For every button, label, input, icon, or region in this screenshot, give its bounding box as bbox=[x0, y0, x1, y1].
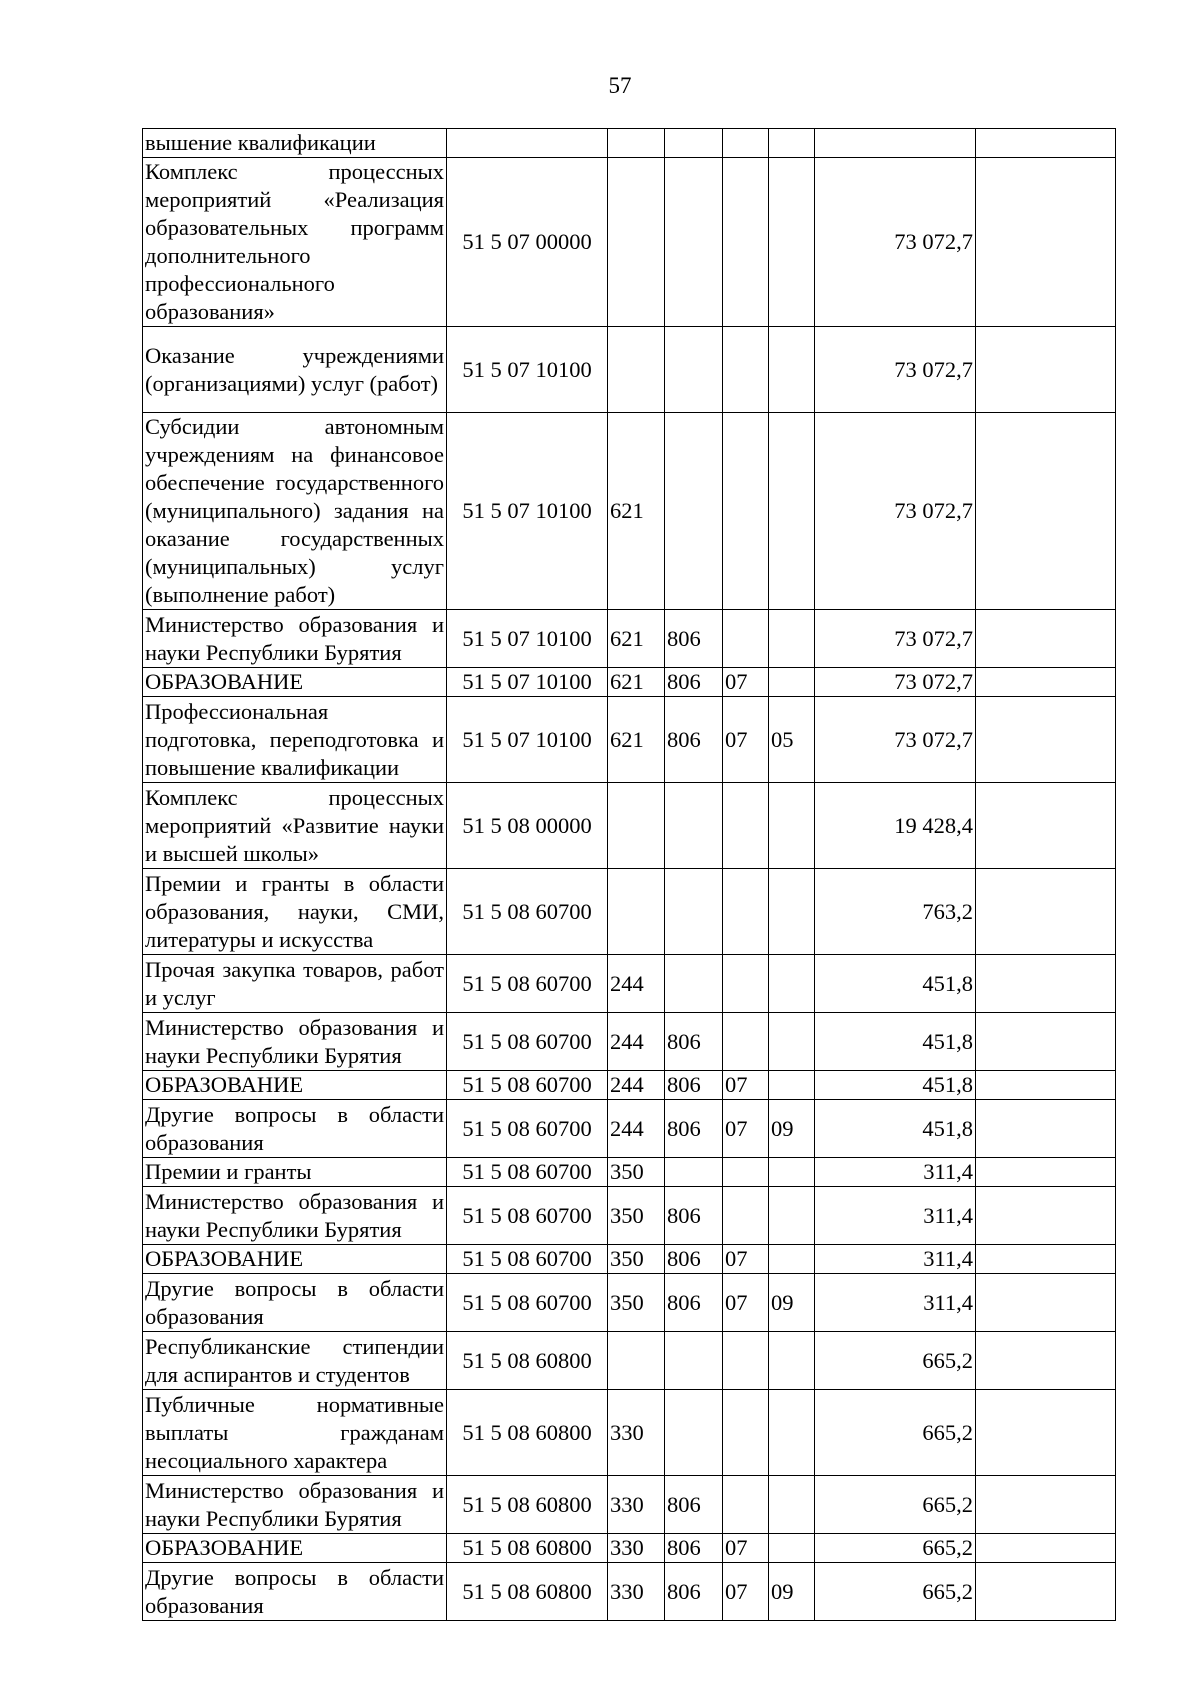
cell-section bbox=[723, 129, 769, 158]
cell-amount: 665,2 bbox=[815, 1563, 976, 1621]
cell-expense-type: 350 bbox=[608, 1187, 665, 1245]
cell-ministry-code bbox=[665, 1390, 723, 1476]
table-row bbox=[143, 869, 1116, 955]
cell-expense-type: 244 bbox=[608, 1071, 665, 1100]
table-row bbox=[143, 129, 1116, 158]
cell-section bbox=[723, 1013, 769, 1071]
cell-target-code: 51 5 08 60700 bbox=[447, 1100, 608, 1158]
cell-name: Министерство образования и науки Республики Бурятия bbox=[143, 610, 447, 668]
cell-target-code: 51 5 07 10100 bbox=[447, 610, 608, 668]
table-row bbox=[143, 158, 1116, 327]
cell-expense-type: 244 bbox=[608, 955, 665, 1013]
cell-name: Министерство образования и науки Республики Бурятия bbox=[143, 1187, 447, 1245]
cell-section bbox=[723, 1158, 769, 1187]
cell-empty bbox=[976, 610, 1116, 668]
cell-expense-type: 330 bbox=[608, 1390, 665, 1476]
cell-empty bbox=[976, 1187, 1116, 1245]
cell-ministry-code bbox=[665, 158, 723, 327]
cell-subsection bbox=[769, 1534, 815, 1563]
cell-section bbox=[723, 413, 769, 610]
table-row bbox=[143, 1390, 1116, 1476]
cell-ministry-code bbox=[665, 869, 723, 955]
cell-section: 07 bbox=[723, 668, 769, 697]
cell-ministry-code: 806 bbox=[665, 1013, 723, 1071]
cell-target-code: 51 5 08 60700 bbox=[447, 1187, 608, 1245]
cell-subsection bbox=[769, 955, 815, 1013]
cell-name: Другие вопросы в области образования bbox=[143, 1563, 447, 1621]
cell-expense-type: 330 bbox=[608, 1476, 665, 1534]
cell-ministry-code: 806 bbox=[665, 1071, 723, 1100]
page-number: 57 bbox=[608, 73, 632, 98]
cell-name: Республиканские стипендии для аспирантов и студентов bbox=[143, 1332, 447, 1390]
cell-target-code: 51 5 07 00000 bbox=[447, 158, 608, 327]
cell-subsection bbox=[769, 1187, 815, 1245]
cell-target-code: 51 5 08 60700 bbox=[447, 1071, 608, 1100]
cell-name: Оказание учреждениями (организациями) услуг (работ) bbox=[143, 327, 447, 413]
cell-section bbox=[723, 1476, 769, 1534]
cell-amount: 311,4 bbox=[815, 1158, 976, 1187]
cell-section bbox=[723, 869, 769, 955]
cell-name: Публичные нормативные выплаты гражданам несоциального характера bbox=[143, 1390, 447, 1476]
cell-subsection bbox=[769, 783, 815, 869]
table-row bbox=[143, 668, 1116, 697]
cell-amount: 311,4 bbox=[815, 1245, 976, 1274]
cell-expense-type: 621 bbox=[608, 610, 665, 668]
cell-name: ОБРАЗОВАНИЕ bbox=[143, 1245, 447, 1274]
cell-subsection bbox=[769, 413, 815, 610]
cell-name: Премии и гранты в области образования, науки, СМИ, литературы и искусства bbox=[143, 869, 447, 955]
table-row bbox=[143, 1100, 1116, 1158]
cell-amount: 73 072,7 bbox=[815, 668, 976, 697]
cell-target-code: 51 5 07 10100 bbox=[447, 668, 608, 697]
cell-expense-type: 330 bbox=[608, 1534, 665, 1563]
cell-name: Прочая закупка товаров, работ и услуг bbox=[143, 955, 447, 1013]
cell-empty bbox=[976, 1534, 1116, 1563]
cell-section: 07 bbox=[723, 1100, 769, 1158]
cell-name: вышение квалификации bbox=[143, 129, 447, 158]
cell-target-code: 51 5 08 60700 bbox=[447, 869, 608, 955]
cell-section: 07 bbox=[723, 1274, 769, 1332]
cell-amount: 665,2 bbox=[815, 1534, 976, 1563]
cell-section: 07 bbox=[723, 697, 769, 783]
cell-name: Другие вопросы в области образования bbox=[143, 1100, 447, 1158]
cell-section bbox=[723, 955, 769, 1013]
cell-subsection bbox=[769, 668, 815, 697]
cell-section bbox=[723, 610, 769, 668]
cell-section bbox=[723, 1332, 769, 1390]
cell-expense-type: 621 bbox=[608, 697, 665, 783]
table-row bbox=[143, 610, 1116, 668]
cell-empty bbox=[976, 1245, 1116, 1274]
cell-expense-type: 330 bbox=[608, 1563, 665, 1621]
cell-name: Субсидии автономным учреждениям на финансовое обеспечение государственного (муниципального) задания на оказание государственных (муниципальных) услуг (выполнение работ) bbox=[143, 413, 447, 610]
cell-amount: 665,2 bbox=[815, 1332, 976, 1390]
cell-subsection: 05 bbox=[769, 697, 815, 783]
table-row bbox=[143, 1158, 1116, 1187]
cell-target-code: 51 5 08 60800 bbox=[447, 1476, 608, 1534]
cell-subsection bbox=[769, 1071, 815, 1100]
cell-amount: 665,2 bbox=[815, 1476, 976, 1534]
cell-expense-type: 621 bbox=[608, 413, 665, 610]
cell-target-code: 51 5 07 10100 bbox=[447, 327, 608, 413]
table-row bbox=[143, 327, 1116, 413]
table-row bbox=[143, 413, 1116, 610]
cell-target-code: 51 5 08 60800 bbox=[447, 1390, 608, 1476]
cell-empty bbox=[976, 955, 1116, 1013]
cell-ministry-code: 806 bbox=[665, 1563, 723, 1621]
cell-target-code: 51 5 08 60700 bbox=[447, 1013, 608, 1071]
cell-section bbox=[723, 158, 769, 327]
cell-name: Министерство образования и науки Республики Бурятия bbox=[143, 1013, 447, 1071]
cell-ministry-code bbox=[665, 327, 723, 413]
cell-amount: 665,2 bbox=[815, 1390, 976, 1476]
cell-target-code: 51 5 07 10100 bbox=[447, 697, 608, 783]
cell-empty bbox=[976, 1071, 1116, 1100]
cell-target-code: 51 5 08 60700 bbox=[447, 1245, 608, 1274]
cell-name: Премии и гранты bbox=[143, 1158, 447, 1187]
budget-table-body bbox=[143, 129, 1116, 1621]
cell-ministry-code bbox=[665, 783, 723, 869]
cell-subsection bbox=[769, 327, 815, 413]
cell-section: 07 bbox=[723, 1534, 769, 1563]
cell-empty bbox=[976, 1476, 1116, 1534]
cell-expense-type bbox=[608, 869, 665, 955]
cell-empty bbox=[976, 1332, 1116, 1390]
cell-ministry-code: 806 bbox=[665, 1187, 723, 1245]
cell-target-code: 51 5 08 60700 bbox=[447, 1158, 608, 1187]
cell-amount: 73 072,7 bbox=[815, 413, 976, 610]
cell-target-code: 51 5 08 60700 bbox=[447, 1274, 608, 1332]
cell-subsection bbox=[769, 158, 815, 327]
cell-expense-type bbox=[608, 783, 665, 869]
table-row bbox=[143, 1071, 1116, 1100]
cell-amount: 311,4 bbox=[815, 1274, 976, 1332]
table-row bbox=[143, 955, 1116, 1013]
table-row bbox=[143, 1013, 1116, 1071]
cell-target-code: 51 5 08 00000 bbox=[447, 783, 608, 869]
cell-subsection bbox=[769, 869, 815, 955]
cell-subsection bbox=[769, 1013, 815, 1071]
cell-subsection bbox=[769, 1245, 815, 1274]
cell-ministry-code: 806 bbox=[665, 697, 723, 783]
cell-ministry-code: 806 bbox=[665, 610, 723, 668]
cell-amount: 311,4 bbox=[815, 1187, 976, 1245]
cell-target-code: 51 5 08 60800 bbox=[447, 1563, 608, 1621]
cell-section bbox=[723, 1187, 769, 1245]
table-row bbox=[143, 1332, 1116, 1390]
cell-subsection bbox=[769, 1332, 815, 1390]
cell-ministry-code bbox=[665, 129, 723, 158]
cell-name: Профессиональная подготовка, переподготовка и повышение квалификации bbox=[143, 697, 447, 783]
cell-target-code bbox=[447, 129, 608, 158]
cell-section: 07 bbox=[723, 1245, 769, 1274]
cell-empty bbox=[976, 327, 1116, 413]
cell-amount: 451,8 bbox=[815, 1071, 976, 1100]
table-row bbox=[143, 1476, 1116, 1534]
cell-amount: 451,8 bbox=[815, 955, 976, 1013]
cell-subsection bbox=[769, 1390, 815, 1476]
cell-target-code: 51 5 08 60800 bbox=[447, 1332, 608, 1390]
cell-section: 07 bbox=[723, 1563, 769, 1621]
cell-target-code: 51 5 08 60700 bbox=[447, 955, 608, 1013]
cell-empty bbox=[976, 668, 1116, 697]
cell-name: Комплекс процессных мероприятий «Развитие науки и высшей школы» bbox=[143, 783, 447, 869]
table-row bbox=[143, 1534, 1116, 1563]
cell-expense-type: 244 bbox=[608, 1100, 665, 1158]
cell-subsection: 09 bbox=[769, 1563, 815, 1621]
cell-empty bbox=[976, 1100, 1116, 1158]
cell-ministry-code bbox=[665, 413, 723, 610]
cell-empty bbox=[976, 158, 1116, 327]
cell-name: Министерство образования и науки Республики Бурятия bbox=[143, 1476, 447, 1534]
cell-ministry-code: 806 bbox=[665, 1100, 723, 1158]
cell-ministry-code: 806 bbox=[665, 1245, 723, 1274]
table-row bbox=[143, 1187, 1116, 1245]
cell-section: 07 bbox=[723, 1071, 769, 1100]
table-row bbox=[143, 1563, 1116, 1621]
cell-name: ОБРАЗОВАНИЕ bbox=[143, 668, 447, 697]
cell-empty bbox=[976, 129, 1116, 158]
cell-target-code: 51 5 07 10100 bbox=[447, 413, 608, 610]
cell-expense-type: 244 bbox=[608, 1013, 665, 1071]
cell-amount: 451,8 bbox=[815, 1100, 976, 1158]
cell-empty bbox=[976, 869, 1116, 955]
cell-ministry-code bbox=[665, 1158, 723, 1187]
cell-subsection: 09 bbox=[769, 1100, 815, 1158]
cell-ministry-code: 806 bbox=[665, 668, 723, 697]
cell-name: Комплекс процессных мероприятий «Реализация образовательных программ дополнительного профессионального образования» bbox=[143, 158, 447, 327]
cell-expense-type bbox=[608, 1332, 665, 1390]
cell-empty bbox=[976, 1013, 1116, 1071]
cell-ministry-code: 806 bbox=[665, 1534, 723, 1563]
cell-empty bbox=[976, 1274, 1116, 1332]
table-row bbox=[143, 1274, 1116, 1332]
cell-empty bbox=[976, 697, 1116, 783]
cell-amount: 763,2 bbox=[815, 869, 976, 955]
cell-ministry-code: 806 bbox=[665, 1476, 723, 1534]
cell-empty bbox=[976, 1563, 1116, 1621]
cell-subsection bbox=[769, 129, 815, 158]
table-row bbox=[143, 1245, 1116, 1274]
cell-expense-type bbox=[608, 129, 665, 158]
cell-empty bbox=[976, 1158, 1116, 1187]
cell-target-code: 51 5 08 60800 bbox=[447, 1534, 608, 1563]
cell-amount: 73 072,7 bbox=[815, 327, 976, 413]
cell-expense-type bbox=[608, 327, 665, 413]
cell-empty bbox=[976, 1390, 1116, 1476]
cell-expense-type: 621 bbox=[608, 668, 665, 697]
cell-section bbox=[723, 783, 769, 869]
table-row bbox=[143, 697, 1116, 783]
cell-section bbox=[723, 1390, 769, 1476]
cell-expense-type: 350 bbox=[608, 1245, 665, 1274]
cell-empty bbox=[976, 783, 1116, 869]
cell-section bbox=[723, 327, 769, 413]
cell-expense-type bbox=[608, 158, 665, 327]
cell-amount: 73 072,7 bbox=[815, 158, 976, 327]
cell-amount bbox=[815, 129, 976, 158]
cell-ministry-code bbox=[665, 1332, 723, 1390]
cell-amount: 73 072,7 bbox=[815, 610, 976, 668]
cell-amount: 451,8 bbox=[815, 1013, 976, 1071]
cell-name: Другие вопросы в области образования bbox=[143, 1274, 447, 1332]
cell-name: ОБРАЗОВАНИЕ bbox=[143, 1071, 447, 1100]
table-row bbox=[143, 783, 1116, 869]
cell-subsection bbox=[769, 1476, 815, 1534]
cell-name: ОБРАЗОВАНИЕ bbox=[143, 1534, 447, 1563]
cell-empty bbox=[976, 413, 1116, 610]
cell-amount: 19 428,4 bbox=[815, 783, 976, 869]
cell-ministry-code: 806 bbox=[665, 1274, 723, 1332]
cell-amount: 73 072,7 bbox=[815, 697, 976, 783]
cell-subsection: 09 bbox=[769, 1274, 815, 1332]
cell-expense-type: 350 bbox=[608, 1158, 665, 1187]
budget-table bbox=[142, 128, 1116, 1621]
cell-subsection bbox=[769, 1158, 815, 1187]
cell-ministry-code bbox=[665, 955, 723, 1013]
cell-subsection bbox=[769, 610, 815, 668]
cell-expense-type: 350 bbox=[608, 1274, 665, 1332]
